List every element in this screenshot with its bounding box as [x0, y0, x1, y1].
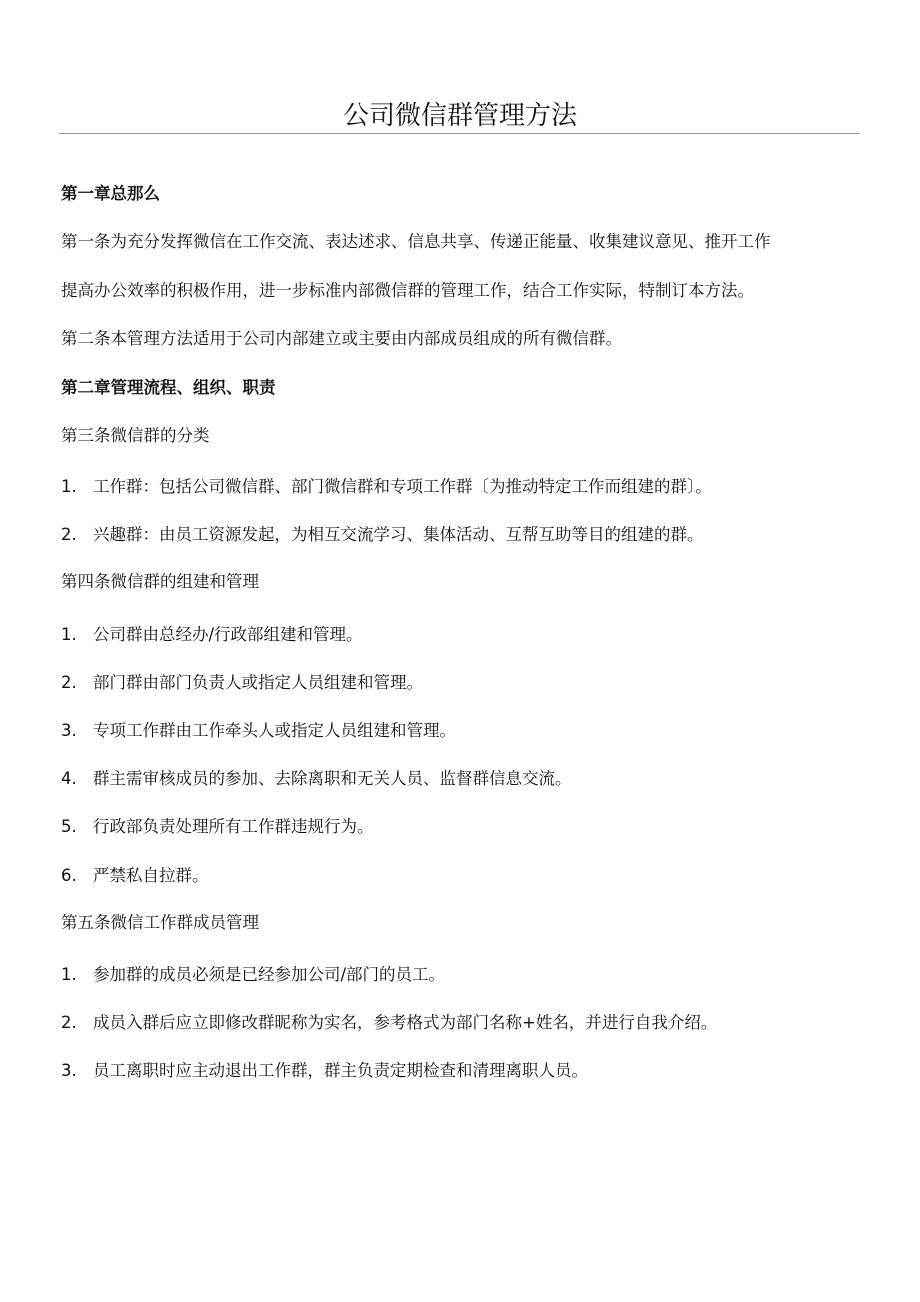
title-underline — [59, 133, 860, 134]
list-item-number: 3. — [61, 1061, 77, 1080]
list-item-number: 2. — [61, 525, 77, 544]
list-item-text: 兴趣群：由员工资源发起，为相互交流学习、集体活动、互帮互助等目的组建的群。 — [93, 525, 704, 544]
list-item — [61, 1011, 717, 1035]
article-4-heading: 第四条微信群的组建和管理 — [61, 572, 259, 591]
list-item-text: 专项工作群由工作牵头人或指定人员组建和管理。 — [93, 721, 456, 740]
chapter-2-heading: 第二章管理流程、组织、职责 — [61, 378, 276, 397]
list-item-text: 严禁私自拉群。 — [93, 866, 209, 885]
list-item — [61, 623, 363, 647]
list-item-number: 5. — [61, 817, 77, 836]
list-item-text: 员工离职时应主动退出工作群，群主负责定期检查和清理离职人员。 — [93, 1061, 588, 1080]
chapter-1-heading: 第一章总那么 — [61, 184, 160, 203]
document-title: 公司微信群管理方法 — [342, 101, 577, 131]
list-item-text: 参加群的成员必须是已经参加公司/部门的员工。 — [93, 965, 446, 984]
list-item — [61, 671, 423, 695]
list-item — [61, 719, 456, 743]
list-item — [61, 864, 209, 888]
list-item-text: 工作群：包括公司微信群、部门微信群和专项工作群〔为推动特定工作而组建的群〕。 — [93, 477, 712, 496]
list-item-number: 1. — [61, 477, 77, 496]
list-item-number: 6. — [61, 866, 77, 885]
list-item — [61, 475, 712, 499]
list-item-number: 2. — [61, 1013, 77, 1032]
list-item-number: 1. — [61, 965, 77, 984]
article-5-heading: 第五条微信工作群成员管理 — [61, 913, 259, 932]
list-item-text: 成员入群后应立即修改群昵称为实名，参考格式为部门名称+姓名，并进行自我介绍。 — [93, 1013, 718, 1032]
list-item — [61, 963, 445, 987]
article-3-heading: 第三条微信群的分类 — [61, 426, 210, 445]
list-item-text: 公司群由总经办/行政部组建和管理。 — [93, 625, 363, 644]
list-item — [61, 767, 572, 791]
article-2: 第二条本管理方法适用于公司内部建立或主要由内部成员组成的所有微信群。 — [61, 329, 622, 348]
list-item-text: 群主需审核成员的参加、去除离职和无关人员、监督群信息交流。 — [93, 769, 572, 788]
list-item-number: 3. — [61, 721, 77, 740]
list-item-number: 4. — [61, 769, 77, 788]
list-item — [61, 815, 374, 839]
list-item-number: 2. — [61, 673, 77, 692]
list-item — [61, 523, 704, 547]
article-1-line-1: 第一条为充分发挥微信在工作交流、表达述求、信息共享、传递正能量、收集建议意见、推开工作 — [61, 232, 771, 251]
article-1-line-2: 提高办公效率的积极作用，进一步标准内部微信群的管理工作，结合工作实际，特制订本方法。 — [61, 281, 754, 300]
list-item — [61, 1059, 588, 1083]
list-item-text: 部门群由部门负责人或指定人员组建和管理。 — [93, 673, 423, 692]
list-item-number: 1. — [61, 625, 77, 644]
list-item-text: 行政部负责处理所有工作群违规行为。 — [93, 817, 374, 836]
